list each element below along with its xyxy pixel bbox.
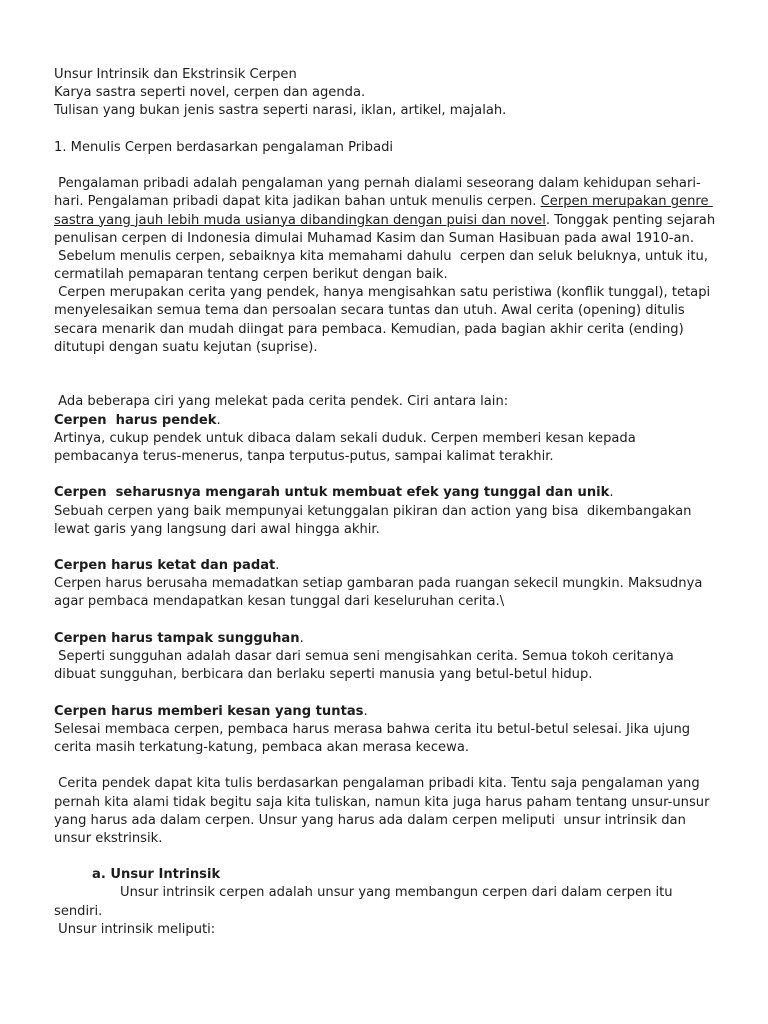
- paragraph-line: menyelesaikan semua tema dan persoalan secara tuntas dan utuh. Awal cerita (opening) ditulis: [54, 303, 685, 319]
- ciri-item: [54, 630, 734, 685]
- ciri-title: [54, 630, 734, 648]
- paragraph-line: [54, 212, 734, 230]
- paragraph-line: cermatilah pemaparan tentang cerpen berikut dengan baik.: [54, 267, 448, 283]
- spacer: [54, 757, 734, 775]
- paragraph-line: Pengalaman pribadi adalah pengalaman yang pernah dialami seseorang dalam kehidupan sehari-: [54, 176, 701, 192]
- paragraph-line: Cerita pendek dapat kita tulis berdasarkan pengalaman pribadi kita. Tentu saja pengalaman yang: [54, 776, 700, 792]
- paragraph-line: pernah kita alami tidak begitu saja kita tuliskan, namun kita juga harus paham tentang unsur-unsur: [54, 794, 710, 810]
- underlined-text: sastra yang jauh lebih muda usianya dibandingkan dengan puisi dan novel: [54, 212, 546, 228]
- ciri-title: [54, 703, 734, 721]
- ciri-title-text: Cerpen harus memberi kesan yang tuntas: [54, 703, 364, 719]
- ciri-title-text: Cerpen harus tampak sungguhan: [54, 630, 300, 646]
- ciri-title-dot: .: [275, 558, 280, 574]
- ciri-line: Artinya, cukup pendek untuk dibaca dalam sekali duduk. Cerpen memberi kesan kepada: [54, 430, 636, 446]
- ciri-title-dot: .: [299, 630, 304, 646]
- ciri-line: pembacanya terus-menerus, tanpa terputus-putus, sampai kalimat terakhir.: [54, 448, 554, 464]
- intro-line: Tulisan yang bukan jenis sastra seperti narasi, iklan, artikel, majalah.: [54, 103, 507, 119]
- paragraph-line: sendiri.: [54, 903, 103, 919]
- ciri-line: lewat garis yang langsung dari awal hingga akhir.: [54, 521, 380, 537]
- ciri-line: Selesai membaca cerpen, pembaca harus merasa bahwa cerita itu betul-betul selesai. Jika ujung: [54, 721, 691, 737]
- paragraph-line: unsur ekstrinsik.: [54, 830, 163, 846]
- spacer: [54, 157, 734, 175]
- ciri-line: Sebuah cerpen yang baik mempunyai ketunggalan pikiran dan action yang bisa dikembangakan: [54, 503, 692, 519]
- spacer: [54, 612, 734, 630]
- paragraph-pengalaman: [54, 175, 734, 357]
- paragraph-line: [54, 193, 734, 211]
- ciri-title-dot: .: [216, 412, 221, 428]
- ciri-line: cerita masih terkatung-katung, pembaca akan merasa kecewa.: [54, 739, 470, 755]
- paragraph-line: yang harus ada dalam cerpen. Unsur yang harus ada dalam cerpen meliputi unsur intrinsik dan: [54, 812, 686, 828]
- ciri-title-text: Cerpen harus ketat dan padat: [54, 558, 276, 574]
- ciri-line: Cerpen harus berusaha memadatkan setiap gambaran pada ruangan sekecil mungkin. Maksudnya: [54, 576, 703, 592]
- ciri-title: [54, 412, 734, 430]
- ciri-line: dibuat sungguhan, berbicara dan berlaku seperti manusia yang betul-betul hidup.: [54, 667, 593, 683]
- ciri-title-dot: .: [609, 485, 614, 501]
- paragraph-line: penulisan cerpen di Indonesia dimulai Muhamad Kasim dan Suman Hasibuan pada awal 1910-an.: [54, 230, 694, 246]
- underlined-text: Cerpen merupakan genre: [540, 194, 713, 210]
- ciri-item: [54, 412, 734, 467]
- ciri-item: [54, 484, 734, 539]
- ciri-title-text: Cerpen seharusnya mengarah untuk membuat efek yang tunggal dan unik: [54, 485, 610, 501]
- ciri-title-text: Cerpen harus pendek: [54, 412, 217, 428]
- ciri-title-dot: .: [363, 703, 368, 719]
- paragraph-line: Unsur intrinsik meliputi:: [54, 921, 216, 937]
- spacer: [54, 539, 734, 557]
- ciri-item: [54, 557, 734, 612]
- paragraph-line: Sebelum menulis cerpen, sebaiknya kita memahami dahulu cerpen dan seluk beluknya, untuk itu,: [54, 248, 709, 264]
- paragraph-closing: [54, 775, 734, 848]
- paragraph-line: Unsur intrinsik cerpen adalah unsur yang membangun cerpen dari dalam cerpen itu: [120, 885, 673, 901]
- ciri-line: Seperti sungguhan adalah dasar dari semua seni mengisahkan cerita. Semua tokoh ceritanya: [54, 649, 674, 664]
- subsection-heading: a. Unsur Intrinsik: [92, 867, 221, 883]
- spacer: [54, 684, 734, 702]
- spacer: [54, 848, 734, 866]
- ciri-title: [54, 484, 734, 502]
- paragraph-line: ditutupi dengan suatu kejutan (suprise).: [54, 339, 318, 355]
- document-title: Unsur Intrinsik dan Ekstrinsik Cerpen: [54, 67, 297, 82]
- spacer: [54, 121, 734, 139]
- paragraph-line: Cerpen merupakan cerita yang pendek, hanya mengisahkan satu peristiwa (konflik tunggal), tetapi: [54, 285, 711, 301]
- document-page: [54, 66, 734, 939]
- spacer: [54, 357, 734, 375]
- paragraph-line: secara menarik dan mudah diingat para pembaca. Kemudian, pada bagian akhir cerita (ending): [54, 321, 684, 337]
- spacer: [54, 466, 734, 484]
- section-heading: 1. Menulis Cerpen berdasarkan pengalaman Pribadi: [54, 139, 394, 155]
- ciri-item: [54, 703, 734, 758]
- spacer: [54, 375, 734, 393]
- text-run: . Tonggak penting sejarah: [545, 212, 716, 228]
- intro-line: Karya sastra seperti novel, cerpen dan agenda.: [54, 85, 366, 101]
- ciri-title: [54, 557, 734, 575]
- ciri-intro: Ada beberapa ciri yang melekat pada cerita pendek. Ciri antara lain:: [54, 394, 509, 410]
- ciri-line: agar pembaca mendapatkan kesan tunggal dari keseluruhan cerita.\: [54, 594, 505, 610]
- text-run: hari. Pengalaman pribadi dapat kita jadikan bahan untuk menulis cerpen.: [54, 194, 541, 210]
